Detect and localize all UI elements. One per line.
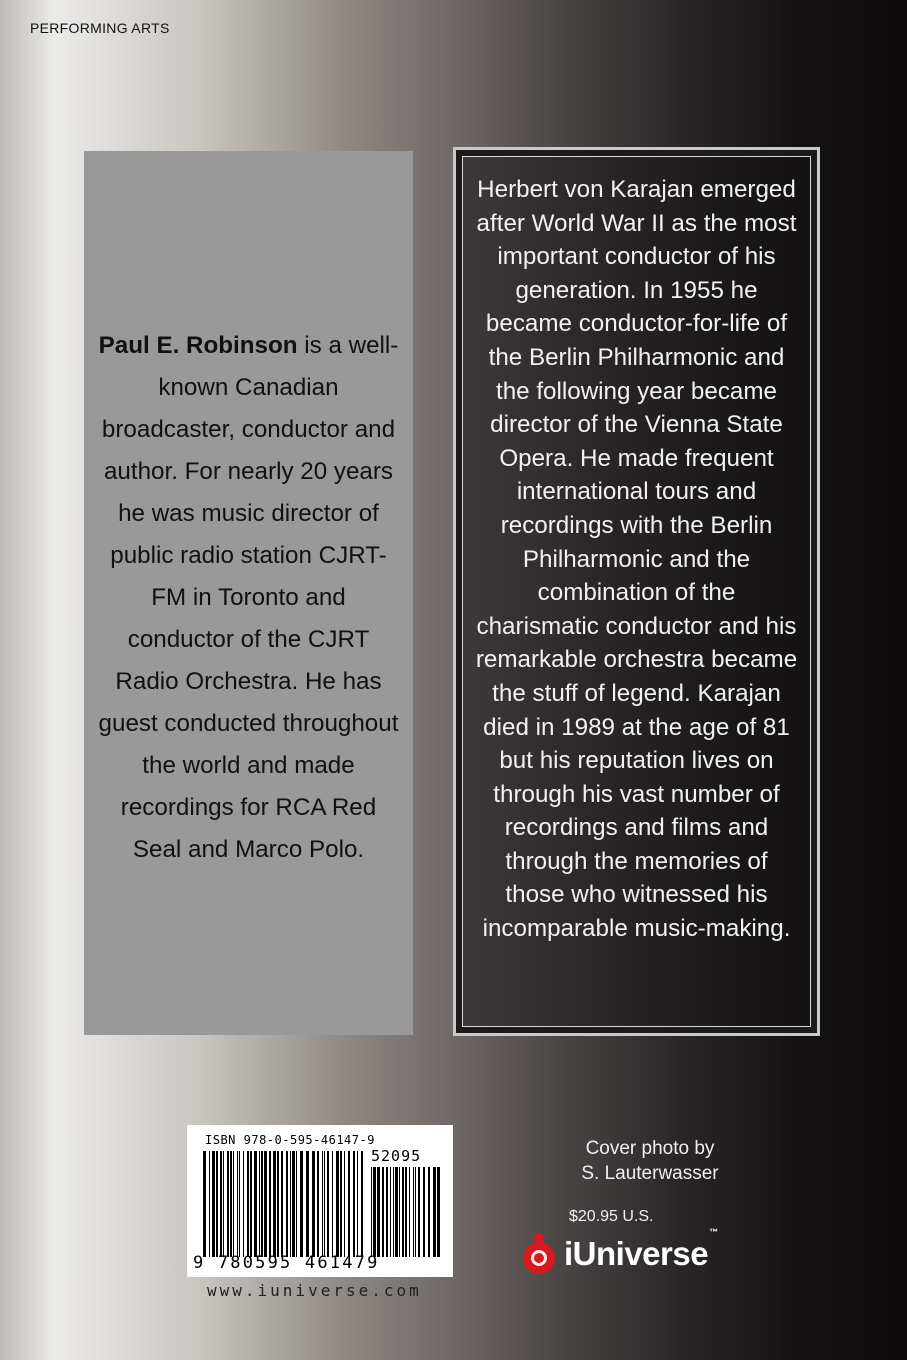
- barcode-bar: [286, 1151, 288, 1257]
- publisher-url: www.iuniverse.com: [207, 1281, 422, 1300]
- category-label: PERFORMING ARTS: [30, 20, 170, 36]
- barcode-bar: [243, 1151, 244, 1257]
- barcode-bar: [371, 1167, 372, 1257]
- barcode-bar: [290, 1151, 291, 1257]
- barcode-bar: [405, 1167, 407, 1257]
- author-bio-body: is a well-known Canadian broadcaster, conductor and author. For nearly 20 years he was music director of public radio station CJRT-FM in Toronto and conductor of the CJRT Radio Orchestra. He has guest conducted throughout the world and made recordings for RCA Red Seal and Marco Polo.: [98, 332, 399, 863]
- barcode-bar: [277, 1151, 279, 1257]
- book-description-panel: [453, 147, 820, 1036]
- barcode-bar: [269, 1151, 271, 1257]
- barcode-bar: [382, 1167, 384, 1257]
- barcode-bar: [296, 1151, 297, 1257]
- barcode-supplement-bars: [371, 1167, 441, 1257]
- barcode-bar: [415, 1167, 416, 1257]
- barcode-bar: [261, 1151, 263, 1257]
- barcode-bar: [209, 1151, 210, 1257]
- barcode-bar: [230, 1151, 232, 1257]
- barcode-bar: [239, 1151, 240, 1257]
- barcode-bar: [402, 1167, 404, 1257]
- barcode-bar: [437, 1167, 440, 1257]
- isbn-barcode: [187, 1125, 453, 1277]
- isbn-digits: 9 780595 461479: [193, 1253, 380, 1273]
- barcode-bar: [227, 1151, 229, 1257]
- barcode-main-bars: [203, 1151, 363, 1257]
- barcode-bar: [203, 1151, 206, 1257]
- barcode-bar: [353, 1151, 355, 1257]
- barcode-bar: [361, 1151, 363, 1257]
- barcode-bar: [423, 1167, 425, 1257]
- barcode-bar: [395, 1167, 398, 1257]
- barcode-bar: [259, 1151, 260, 1257]
- barcode-bar: [428, 1167, 430, 1257]
- author-bio-panel: [84, 151, 413, 1035]
- barcode-bar: [386, 1167, 388, 1257]
- publisher-name-text: iUniverse: [564, 1235, 709, 1272]
- barcode-bar: [300, 1151, 303, 1257]
- publisher-logo: [520, 1229, 718, 1279]
- barcode-bar: [247, 1151, 249, 1257]
- barcode-bar: [433, 1167, 436, 1257]
- barcode-bar: [344, 1151, 345, 1257]
- barcode-bar: [336, 1151, 339, 1257]
- isbn-label: ISBN 978-0-595-46147-9: [205, 1133, 375, 1147]
- barcode-bar: [399, 1167, 400, 1257]
- barcode-bar: [377, 1167, 380, 1257]
- publisher-name: [564, 1227, 718, 1273]
- price: $20.95 U.S.: [569, 1208, 654, 1225]
- barcode-bar: [264, 1151, 267, 1257]
- barcode-bar: [413, 1167, 414, 1257]
- barcode-bar: [327, 1151, 329, 1257]
- barcode-bar: [324, 1151, 325, 1257]
- barcode-bar: [322, 1151, 323, 1257]
- barcode-bar: [357, 1151, 358, 1257]
- barcode-bar: [418, 1167, 420, 1257]
- barcode-bar: [250, 1151, 252, 1257]
- barcode-bar: [332, 1151, 333, 1257]
- barcode-bar: [212, 1151, 215, 1257]
- photo-credit-line2: S. Lauterwasser: [581, 1163, 719, 1184]
- barcode-bar: [216, 1151, 218, 1257]
- barcode-bar: [373, 1167, 376, 1257]
- author-bio-text: [98, 325, 399, 871]
- iuniverse-logo-icon: [520, 1230, 558, 1278]
- barcode-bar: [292, 1151, 295, 1257]
- barcode-bar: [273, 1151, 276, 1257]
- barcode-bar: [390, 1167, 391, 1257]
- barcode-bar: [409, 1167, 410, 1257]
- barcode-bar: [220, 1151, 222, 1257]
- barcode-bar: [393, 1167, 394, 1257]
- barcode-price-code: 52095: [371, 1147, 422, 1165]
- barcode-bar: [237, 1151, 238, 1257]
- barcode-bar: [317, 1151, 319, 1257]
- barcode-bar: [281, 1151, 283, 1257]
- book-description-text: Herbert von Karajan emerged after World War II as the most important conductor of his generation. In 1955 he became conductor-for-life of the Berlin Philharmonic and the following year became director of the Vienna State Opera. He made frequent international tours and recordings with the Berlin Philharmonic and the combination of the charismatic conductor and his remarkable orchestra became the stuff of legend. Karajan died in 1989 at the age of 81 but his reputation lives on through his vast number of recordings and films and through the memories of those who witnessed his incomparable music-making.: [475, 176, 798, 943]
- barcode-bar: [223, 1151, 224, 1257]
- barcode-bar: [312, 1151, 315, 1257]
- author-name: Paul E. Robinson: [98, 332, 298, 359]
- barcode-bar: [306, 1151, 309, 1257]
- photo-credit: [560, 1136, 740, 1186]
- barcode-bar: [254, 1151, 257, 1257]
- barcode-bar: [340, 1151, 342, 1257]
- barcode-bar: [233, 1151, 234, 1257]
- barcode-bar: [348, 1151, 350, 1257]
- book-description-frame: [462, 156, 811, 1027]
- photo-credit-line1: Cover photo by: [585, 1138, 715, 1159]
- trademark-symbol: ™: [709, 1227, 718, 1237]
